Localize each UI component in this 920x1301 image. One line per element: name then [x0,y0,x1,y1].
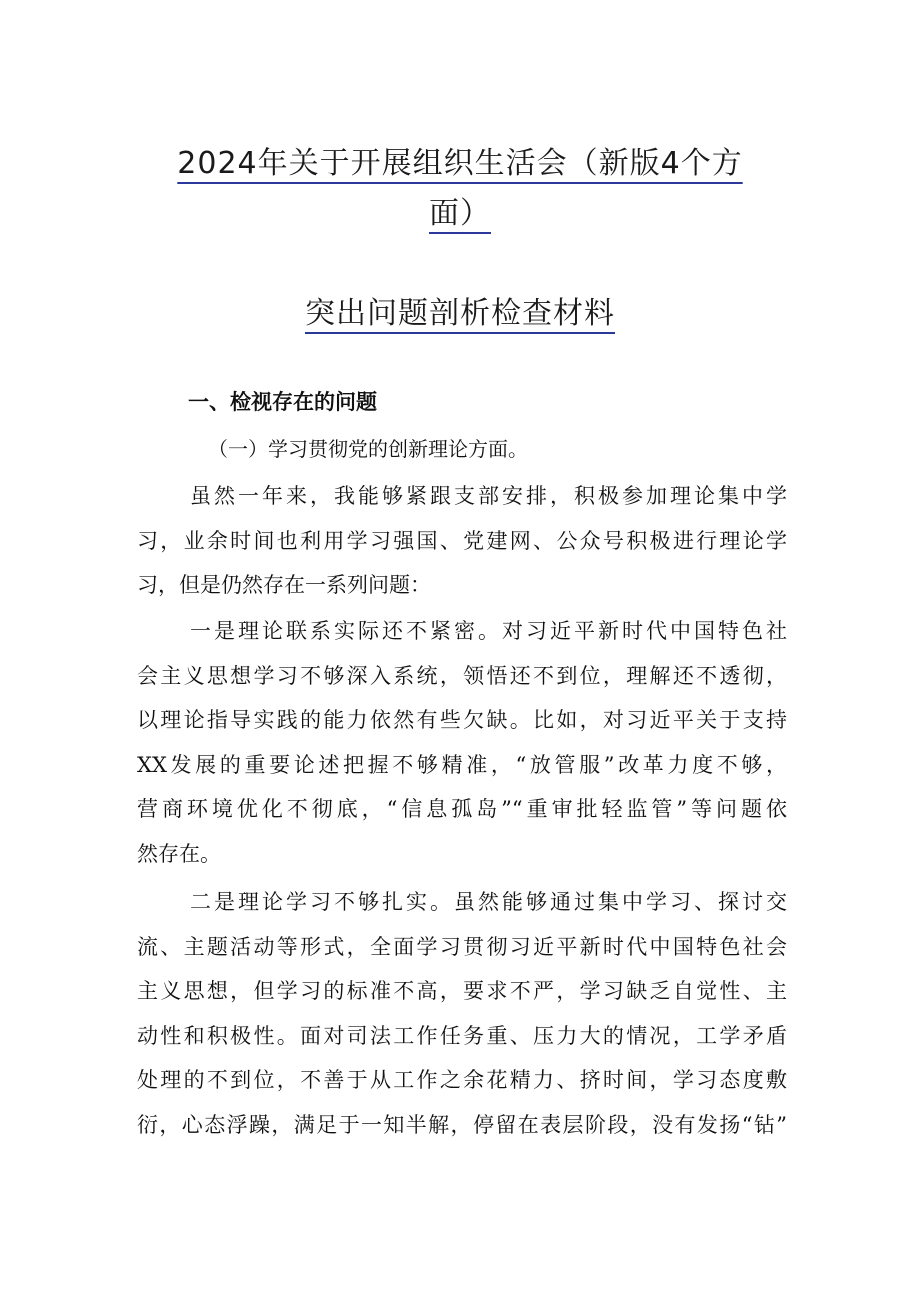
section-heading: 一、检视存在的问题 [188,390,377,414]
paragraph-line: 处理的不到位，不善于从工作之余花精力、挤时间，学习态度敷 [137,1068,787,1092]
paragraph-line: 以理论指导实践的能力依然有些欠缺。比如，对习近平关于支持 [137,708,787,732]
title-line-1-text: 2024年关于开展组织生活会（新版4个方 [177,146,743,181]
subsection-heading: （一）学习贯彻党的创新理论方面。 [208,437,528,461]
title-line-2 [0,188,920,232]
paragraph-line: 习，业余时间也利用学习强国、党建网、公众号积极进行理论学 [137,528,787,553]
paragraph-3 [137,880,787,1147]
paragraph-line: 营商环境优化不彻底，“信息孤岛”“重审批轻监管”等问题依 [137,797,787,821]
paragraph-line: 然存在。 [137,841,221,866]
paragraph-line: 习，但是仍然存在一系列问题： [137,573,431,597]
title-line-2-text: 面） [429,196,491,231]
paragraph-2 [137,609,787,876]
paragraph-line: 一是理论联系实际还不紧密。对习近平新时代中国特色社 [190,619,787,643]
paragraph-line: 虽然一年来，我能够紧跟支部安排，积极参加理论集中学 [190,484,787,508]
paragraph-line: 衍，心态浮躁，满足于一知半解，停留在表层阶段，没有发扬“钻” [137,1112,787,1137]
paragraph-line: XX发展的重要论述把握不够精准，“放管服”改革力度不够， [137,752,787,777]
paragraph-1 [137,474,787,608]
title-line-3 [0,288,920,332]
paragraph-line: 会主义思想学习不够深入系统，领悟还不到位，理解还不透彻， [137,663,787,688]
paragraph-line: 二是理论学习不够扎实。虽然能够通过集中学习、探讨交 [190,890,787,914]
title-line-3-text: 突出问题剖析检查材料 [305,296,615,331]
paragraph-line: 流、主题活动等形式，全面学习贯彻习近平新时代中国特色社会 [137,934,787,959]
paragraph-line: 动性和积极性。面对司法工作任务重、压力大的情况，工学矛盾 [137,1023,787,1048]
title-line-1 [0,138,920,182]
paragraph-line: 主义思想，但学习的标准不高，要求不严，学习缺乏自觉性、主 [137,979,787,1003]
